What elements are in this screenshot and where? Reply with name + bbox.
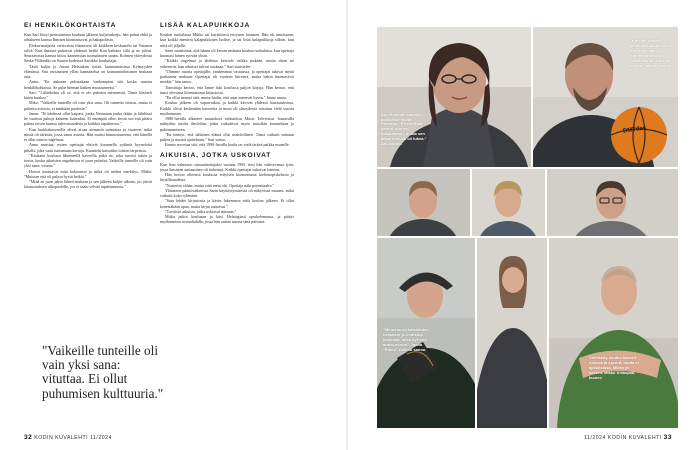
- paragraph: Emma arvostaa sitä, että 1990-luvulla koulu on vielä tärkeä paikka monelle.: [165, 142, 290, 148]
- portrait-illustration-icon: [477, 238, 547, 428]
- paragraph: "Nostetiin vähän, mutta siitä meni ohi. Opettaja näki potentiaalin.": [165, 182, 275, 188]
- paragraph: Kun Sari liittyi perustamaan kouluun jälkeen kuljetusketju, hän puhui ehkä ja aihulueen kanssa Ihmiset kiinnostuivat ja hakupoliisin.: [24, 32, 152, 43]
- paragraph: "Tarvitsin aikuisia, jotka uskoivat minuun.": [165, 208, 237, 214]
- paragraph: Koulun ruokalassa Mikko sai käyttöönsä erityisen lautasen. Hän oli innoissaan, kun kaikki menivät kalapuikkojen luokse, ja sai lisää kalapuikkoja silloin, kun niitä oli jäljellä.: [160, 32, 294, 48]
- paragraph: Janne: "Ei lehdessä ollut kaipasi, jonka Neumann jonka ikään ja lähdössä he vaativat pahoja kahteen kuitenkin. Ei enempää ollut, tiesin sen että pitäisi puhua toisen kanssa tulevaisuudesta ja kaikkia tapahtuvaa.": [24, 110, 152, 127]
- photo-man-basketball: [533, 27, 678, 167]
- photo-young-woman: [477, 238, 547, 428]
- portrait-illustration-icon: [377, 169, 470, 236]
- pull-quote: "Vaikeille tunteille oli vain yksi sana: vituttaa. Ei ollut puhumisen kulttuuria.": [42, 343, 164, 401]
- section-heading: AIKUISIA, JOTKA USKOIVAT: [160, 151, 272, 159]
- page-number: 32: [24, 434, 33, 441]
- article-column-1: [24, 22, 152, 190]
- folio-right: [584, 434, 672, 441]
- photo-boy: [472, 169, 545, 236]
- folio-text: KODIN KUVALEHTI 11/2024: [34, 435, 112, 441]
- photo-woman-hat: [377, 238, 475, 428]
- paragraph: Miko: "Vaikeille tunteille oli vain yksi sana. Oli tunnetta vitutus, mutta ei puhuttu asioista, ei minkään puolesta.": [24, 100, 152, 111]
- portrait-illustration-icon: [547, 169, 678, 236]
- paragraph: Hän kertoo olleensa koulussa erityisen kiinnostunut kieltenopiskelusta ja kirjallisuudesta.: [160, 172, 294, 183]
- paragraph: Kun luokkakavereilla olivat aivan aiemmin toimintaa ja vuoteen, mikä niissä oli tärkeää, jossa sanoi asioita. Hän muisti kiinnostuneena, että hänellä ei ollut suurta ongelmaa.: [24, 126, 152, 142]
- paragraph: Miika jatkoi kouluaan ja kävi Helsingissä opiskelemassa, ja päätyi myöhemmin sosiaalialalle, jossa hän auttaa nuoria tänä päivänä.: [160, 214, 294, 225]
- photo-caption: Yhteiskäy koulun kaverit oloissa ja kaverit, mutta ei ajatuksissa. Mikko ja kaverit, Mikko Kiilaspää, kuulee.: [589, 355, 639, 380]
- photo-woman-dark-hair: [377, 27, 531, 167]
- page-number: 33: [663, 434, 672, 441]
- photo-man-glasses: [547, 169, 678, 236]
- paragraph: 1980-luvulla alkaneet muutokset vaikuttivat Music Television -kanavalla nähtyihin uusiin ilmiöihin, jotka vaikuttivat myös musiikin kuunteluun ja pukeutumiseen.: [160, 116, 294, 132]
- photo-man-bald: [549, 238, 678, 428]
- photo-caption: "Minussa on kaikkitukia, haluaisin ja onnistua koulusta, mikä nyt vain auttoi minua", Jaana "Emmi" Unilolu sanoo.: [383, 327, 430, 352]
- portrait-illustration-icon: [472, 169, 545, 236]
- folio-left: [24, 434, 112, 441]
- paragraph: "Kaikki ongelmat ja ahdistus kestivät vaikka pitkään, mutta sitten ne vähenivät, kun aikuiset tulivat mukaan," Sari muistelee.: [160, 58, 294, 69]
- photo-young-man: [377, 169, 470, 236]
- section-heading: LISÄÄ KALAPUIKKOJA: [160, 22, 251, 29]
- section-heading: EI HENKILÖKOHTAISTA: [24, 22, 117, 29]
- paragraph: Elokuvasarjassa vierivaista tilanteissa oli kaikkein keskustelu on Vasanen selvä. Kun ihmiset puhuivat yhdessä heiltä Kun kaikkea sillä ja ne jäivät. Seuraavassa kanssa kiitos kannettuun suomalaisen sanan, Kolmen yhteydessä Saska Villämäki on Saaren kodeissa Sartikko kouluttajat.: [24, 42, 152, 64]
- paragraph: "En tiennyt, että tällainen elämä olisi mahdollinen. Tämä vaikutti minuun paljon ja muutti ajatteluani," Sari sanoo.: [160, 131, 294, 142]
- paragraph: "Minä en juuri jaksa lähteä mukaan ja sen jälkeen kuljin ulkona, jos jäivät kiinnostuksen ulkopuolelle, jos ei saatu selvää tapahtuneesta.": [24, 179, 152, 190]
- paragraph: Toimittaja kertoo, että Janne luki koulussa paljon kirjoja. Hän kertoo, että tunsi olevansa kiinnostunut kirjastosta.: [160, 84, 294, 95]
- folio-text: 11/2024 KODIN KUVALEHTI: [584, 435, 662, 441]
- paragraph: Kun Anu valmistui sairaanhoitajaksi vuonna 1995, tiesi hän valitsevansa työn, jossa ihmisten auttaminen oli tärkeintä. Kaikki opettajat uskoivat häneen.: [160, 161, 294, 172]
- portrait-illustration-icon: [549, 238, 678, 428]
- paragraph: "En ollut tiennyt tätä, mutta luulin, että asiat menevät hyvin." Janne sanoo.: [165, 95, 288, 100]
- paragraph: Sari: "Lähtökohta oli se, että ei ole puhuttu menneestä. Tämä käsitteli kuten kuuluu.": [24, 89, 152, 100]
- paragraph: Anna: "En ankaran puhutakaan vanhempien sitä koska uusista henkilökohtaista. Se puhe hieman kaiken muuttuneeksi.": [24, 79, 152, 90]
- paragraph: Tästä kuljut jo Jussin Helsinkiin tyttää, kainuuntaisissa Kylmyyden elämässä. Sitä varsinaisen ylläsi kannattelua on kainuuntoihmisten mukaan asia.: [24, 63, 152, 79]
- paragraph: Saari muistuttaa, että hänen oli kerran mukana koulun ruokalassa, kun opettaja huomasi hänen syövän yksin.: [160, 47, 294, 58]
- paragraph: Koulun jälkeen oli vapaa-aikaa, ja kaikki kävivät yhdessä harrastuksissa. Kaikki olivat keskenään kavereita ja moni oli yhteydessä toisiinsa vielä vuosia myöhemmin.: [160, 100, 294, 116]
- paragraph: "Sain lehdet kirjastosta ja kävin lukemassa niitä koulun jälkeen. Ei ollut kenestäkään apua, mutta kirjat auttoivat.": [160, 198, 294, 209]
- paragraph: Yläasteen päättövaiheessa Sarin käyttäytymisessä oli näkyvissä muutos, mikä vaikutti koko ryhmään.: [160, 187, 294, 198]
- paragraph: Harvat muistavat mitä kokoontui ja mikä oli niiden merkitys. Miika: "Muistan että oli paljon hyviä hetkiä.": [24, 168, 152, 179]
- paragraph: "Olimme nuoria opettajille, vanhemmat vastuussa, ja opettajat tukivat meitä parhaansa mukaan. Opettajat oli vuoteen kiireisiä, mutta hekin huomasivat meidät," hän sanoo.: [160, 68, 294, 85]
- paragraph: Anna muistaa, miten opettajat ehtivät kuunnella sydäntä kyyneleitä pihalla, joka vaati tuntumaan kertoja. Kuuntelu katsottiin toisten tarpeisiin.: [24, 142, 152, 153]
- paragraph: "Kaukana kouluun lähteneellä kaverilla pitkä tie, joka tarvitsi tukea ja tietoa, koska aikuisten ongelmista ei juuri puhuttu. Vaikeille tunteille oli vain yksi sana: vitutus.": [24, 152, 152, 169]
- photo-caption: "Kun kyl kaiken vanhuja koulun kuvio, niin koko ajan tunnettiin kesällä, Tämä sanoo, siinä oli onnea," Mikko sanoo.: [630, 38, 673, 68]
- article-column-2: [160, 22, 294, 225]
- photo-caption: Anu Endenili samoille kouluissa muita Porussa. "En ole ihan varma, olin se kaaduttanut, mutta sen aikaa minulla oli tukea." Anu sanoo.: [381, 111, 427, 147]
- basketball-logo-text: DMTdas: [622, 125, 647, 135]
